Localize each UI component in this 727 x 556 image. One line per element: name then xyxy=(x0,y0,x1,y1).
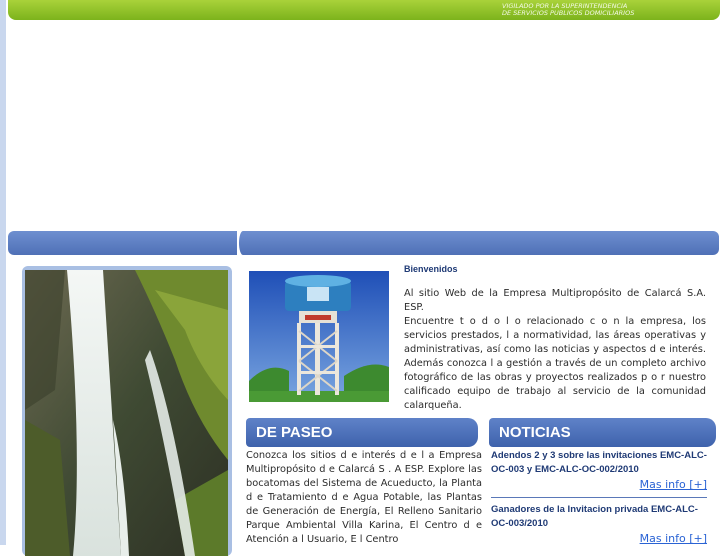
more-info-link[interactable]: Mas info [+] xyxy=(639,478,707,491)
left-edge-bar xyxy=(0,0,6,545)
supervision-notice xyxy=(502,3,702,17)
water-tower-photo xyxy=(249,271,389,402)
more-info-link[interactable]: Mas info [+] xyxy=(639,532,707,545)
noticias-section-header[interactable]: NOTICIAS xyxy=(489,418,716,447)
waterfall-photo-frame xyxy=(22,266,232,556)
supervision-line-2: DE SERVICIOS PUBLICOS DOMICILIARIOS xyxy=(502,9,635,17)
welcome-paragraph-1: Al sitio Web de la Empresa Multipropósito de Calarcá S.A. ESP. xyxy=(404,288,706,313)
news-list xyxy=(491,449,707,546)
top-banner xyxy=(8,0,720,20)
paseo-section-header[interactable]: DE PASEO xyxy=(246,418,478,447)
paseo-description: Conozca los sitios d e interés d e l a Empresa Multipropósito d e Calarcá S . A ESP. Explore las bocatomas del Sistema de Acueducto, la Planta d e Tratamiento d e Agua Potable, las Plantas de Generación de Energía, El Relleno Sanitario Parque Ambiental Villa Karina, El Centro d e Atención a l Usuario, E l Centro xyxy=(246,450,482,545)
news-item xyxy=(491,449,707,492)
welcome-paragraph-2: Encuentre t o d o l o relacionado c o n la empresa, los servicios prestados, l a normatividad, las áreas operativas y administrativas, así como las noticias y aspectos d e interés. Además conozca l a gestión a través de un completo archivo fotográfico de las obras y proyectos realizados p o r nuestro calificado equipo de trabajo al servicio de la comunidad calarqueña. xyxy=(404,316,706,411)
news-separator xyxy=(491,497,707,498)
welcome-title: Bienvenidos xyxy=(404,264,458,274)
news-item xyxy=(491,503,707,546)
navigation-bar[interactable] xyxy=(8,231,719,255)
welcome-text xyxy=(404,287,706,413)
news-title[interactable]: Ganadores de la Invitacion privada EMC-ALC-OC-003/2010 xyxy=(491,504,698,529)
supervision-line-1: VIGILADO POR LA SUPERINTENDENCIA xyxy=(502,2,628,10)
navbar-divider-inner xyxy=(239,231,247,255)
waterfall-photo xyxy=(25,270,228,556)
news-title[interactable]: Adendos 2 y 3 sobre las invitaciones EMC-ALC-OC-003 y EMC-ALC-OC-002/2010 xyxy=(491,450,707,475)
